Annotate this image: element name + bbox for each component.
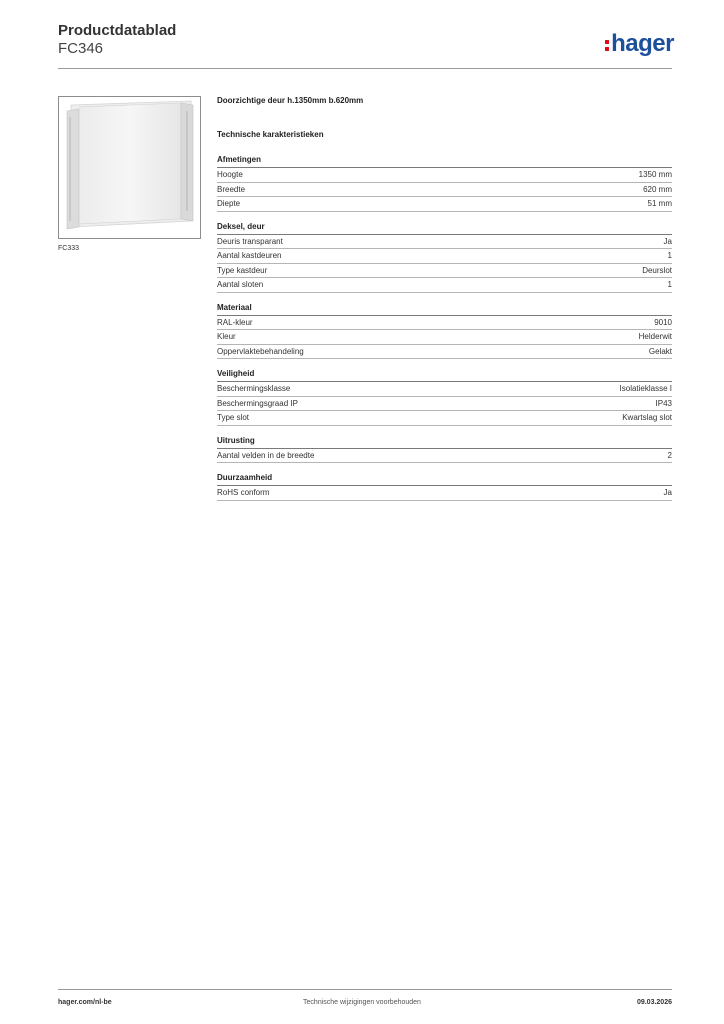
spec-label: Deuris transparant — [217, 236, 283, 246]
spec-row — [217, 449, 672, 464]
spec-label: Beschermingsklasse — [217, 384, 291, 394]
spec-value: Gelakt — [648, 346, 672, 356]
product-description: Doorzichtige deur h.1350mm b.620mm — [217, 96, 364, 105]
spec-row — [217, 486, 672, 501]
spec-value: Kwartslag slot — [622, 413, 672, 423]
spec-label: Type slot — [217, 413, 250, 423]
spec-group-title: Uitrusting — [217, 436, 672, 449]
spec-value: 1 — [667, 251, 672, 261]
spec-row — [217, 278, 672, 293]
spec-label: Aantal velden in de breedte — [217, 450, 315, 460]
spec-row — [217, 249, 672, 264]
spec-group — [217, 369, 672, 426]
spec-value: 9010 — [654, 317, 672, 327]
spec-row — [217, 397, 672, 412]
door-panel-image — [59, 97, 200, 238]
spec-value: 1350 mm — [638, 170, 672, 180]
spec-row — [217, 411, 672, 426]
hager-logo — [605, 30, 674, 58]
footer-date: 09.03.2026 — [636, 999, 672, 1006]
spec-value: 620 mm — [643, 184, 672, 194]
spec-label: Beschermingsgraad IP — [217, 398, 298, 408]
spec-value: Ja — [663, 236, 672, 246]
footer-divider — [58, 989, 672, 990]
footer-website-link[interactable]: hager.com/nl-be — [58, 999, 112, 1006]
spec-value: Helderwit — [638, 332, 672, 342]
spec-row — [217, 264, 672, 279]
spec-group — [217, 436, 672, 464]
spec-group — [217, 303, 672, 360]
spec-label: RoHS conform — [217, 488, 270, 498]
spec-label: Aantal kastdeuren — [217, 251, 282, 261]
spec-row — [217, 330, 672, 345]
spec-value: IP43 — [655, 398, 672, 408]
page-title: Productdatablad — [58, 22, 177, 39]
spec-row — [217, 183, 672, 198]
spec-label: Hoogte — [217, 170, 243, 180]
spec-label: Aantal sloten — [217, 280, 264, 290]
spec-row — [217, 345, 672, 360]
spec-label: RAL-kleur — [217, 317, 253, 327]
image-caption: FC333 — [58, 245, 80, 252]
header-divider — [58, 68, 672, 69]
spec-group-title: Afmetingen — [217, 155, 672, 168]
footer-notice: Technische wijzigingen voorbehouden — [303, 999, 421, 1006]
spec-row — [217, 197, 672, 212]
spec-group-title: Duurzaamheid — [217, 473, 672, 486]
spec-value: 51 mm — [647, 199, 672, 209]
spec-row — [217, 168, 672, 183]
spec-value: 2 — [667, 450, 672, 460]
spec-group — [217, 155, 672, 212]
product-code: FC346 — [58, 40, 104, 57]
spec-label: Type kastdeur — [217, 265, 268, 275]
product-image — [58, 96, 201, 239]
spec-group-title: Deksel, deur — [217, 222, 672, 235]
spec-group — [217, 473, 672, 501]
spec-group-title: Veiligheid — [217, 369, 672, 382]
spec-value: Deurslot — [642, 265, 672, 275]
spec-groups — [217, 155, 672, 501]
spec-row — [217, 382, 672, 397]
spec-group — [217, 222, 672, 293]
logo-dots-icon — [605, 40, 609, 51]
spec-row — [217, 316, 672, 331]
spec-value: Ja — [663, 488, 672, 498]
spec-group-title: Materiaal — [217, 303, 672, 316]
logo-text: hager — [611, 30, 674, 57]
spec-label: Oppervlaktebehandeling — [217, 346, 304, 356]
tech-characteristics-heading: Technische karakteristieken — [217, 130, 324, 139]
spec-label: Diepte — [217, 199, 241, 209]
specifications-column — [217, 96, 672, 511]
spec-label: Breedte — [217, 184, 246, 194]
spec-label: Kleur — [217, 332, 236, 342]
spec-value: 1 — [667, 280, 672, 290]
spec-row — [217, 235, 672, 250]
spec-value: Isolatieklasse I — [619, 384, 672, 394]
